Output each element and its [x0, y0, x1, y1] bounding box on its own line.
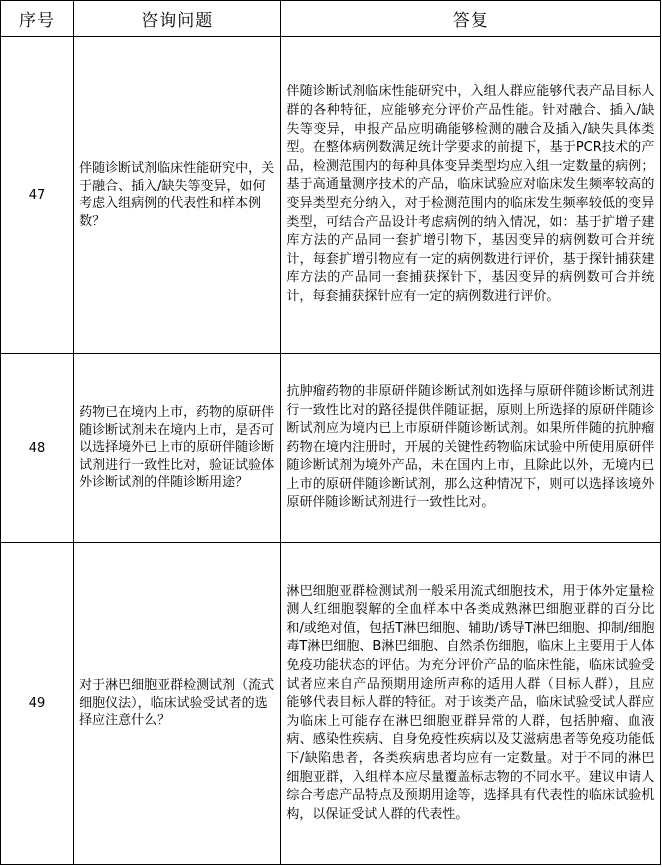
- row-answer: [281, 37, 661, 354]
- row-answer: [281, 354, 661, 543]
- header-question: 咨询问题: [74, 1, 281, 37]
- table-header-row: [1, 1, 661, 37]
- table-row: [1, 543, 661, 865]
- table-row: [1, 37, 661, 354]
- row-answer: [281, 543, 661, 865]
- row-index: 48: [1, 354, 74, 543]
- row-answer-text: 抗肿瘤药物的非原研伴随诊断试剂如选择与原研伴随诊断试剂进行一致性比对的路径提供伴随证据，原则上所选择的原研伴随诊断试剂应为境内已上市原研伴随诊断试剂。如果所伴随的抗肿瘤药物在境内注册时，开展的关键性药物临床试验中所使用原研伴随诊断试剂为境外产品，未在国内上市，且除此以外，无境内已上市的原研伴随诊断试剂，那么这种情况下，则可以选择该境外原研伴随诊断试剂进行一致性比对。: [286, 383, 655, 511]
- row-index: 47: [1, 37, 74, 354]
- row-question: 药物已在境内上市，药物的原研伴随诊断试剂未在境内上市，是否可以选择境外已上市的原研伴随诊断试剂进行一致性比对，验证试验体外诊断试剂的伴随诊断用途？: [74, 354, 281, 543]
- row-question: 伴随诊断试剂临床性能研究中，关于融合、插入/缺失等变异，如何考虑入组病例的代表性和样本例数？: [74, 37, 281, 354]
- row-answer-text: 淋巴细胞亚群检测试剂一般采用流式细胞技术，用于体外定量检测人红细胞裂解的全血样本中各类成熟淋巴细胞亚群的百分比和/或绝对值，包括T淋巴细胞、辅助/诱导T淋巴细胞、抑制/细胞毒T淋巴细胞、B淋巴细胞、自然杀伤细胞，临床上主要用于人体免疫功能状态的评估。为充分评价产品的临床性能，临床试验受试者应来自产品预期用途所声称的适用人群（目标人群），且应能够代表目标人群的特征。对于该类产品，临床试验受试人群应为临床上可能存在淋巴细胞亚群异常的人群，包括肿瘤、血液病、感染性疾病、自身免疫性疾病以及艾滋病患者等免疫功能低下/缺陷患者，各类疾病患者均应有一定数量。对于不同的淋巴细胞亚群，入组样本应尽量覆盖标志物的不同水平。建议申请人综合考虑产品特点及预期用途等，选择具有代表性的临床试验机构，以保证受试人群的代表性。: [286, 583, 655, 822]
- table-row: [1, 354, 661, 543]
- row-index: 49: [1, 543, 74, 865]
- header-index: 序号: [1, 1, 74, 37]
- header-answer: 答复: [281, 1, 661, 37]
- row-answer-text: 伴随诊断试剂临床性能研究中，入组人群应能够代表产品目标人群的各种特征，应能够充分评价产品性能。针对融合、插入/缺失等变异，申报产品应明确能够检测的融合及插入/缺失具体类型。在整体病例数满足统计学要求的前提下，基于PCR技术的产品，检测范围内的每种具体变异类型均应入组一定数量的病例；基于高通量测序技术的产品，临床试验应对临床发生频率较高的变异类型充分纳入，对于检测范围内的临床发生频率较低的变异类型，可结合产品设计考虑病例的纳入情况，如：基于扩增子建库方法的产品同一套扩增引物下，基因变异的病例数可合并统计，每套扩增引物应有一定的病例数进行评价，基于探针捕获建库方法的产品同一套捕获探针下，基因变异的病例数可合并统计，每套捕获探针应有一定的病例数进行评价。: [286, 84, 655, 304]
- row-question: 对于淋巴细胞亚群检测试剂（流式细胞仪法），临床试验受试者的选择应注意什么？: [74, 543, 281, 865]
